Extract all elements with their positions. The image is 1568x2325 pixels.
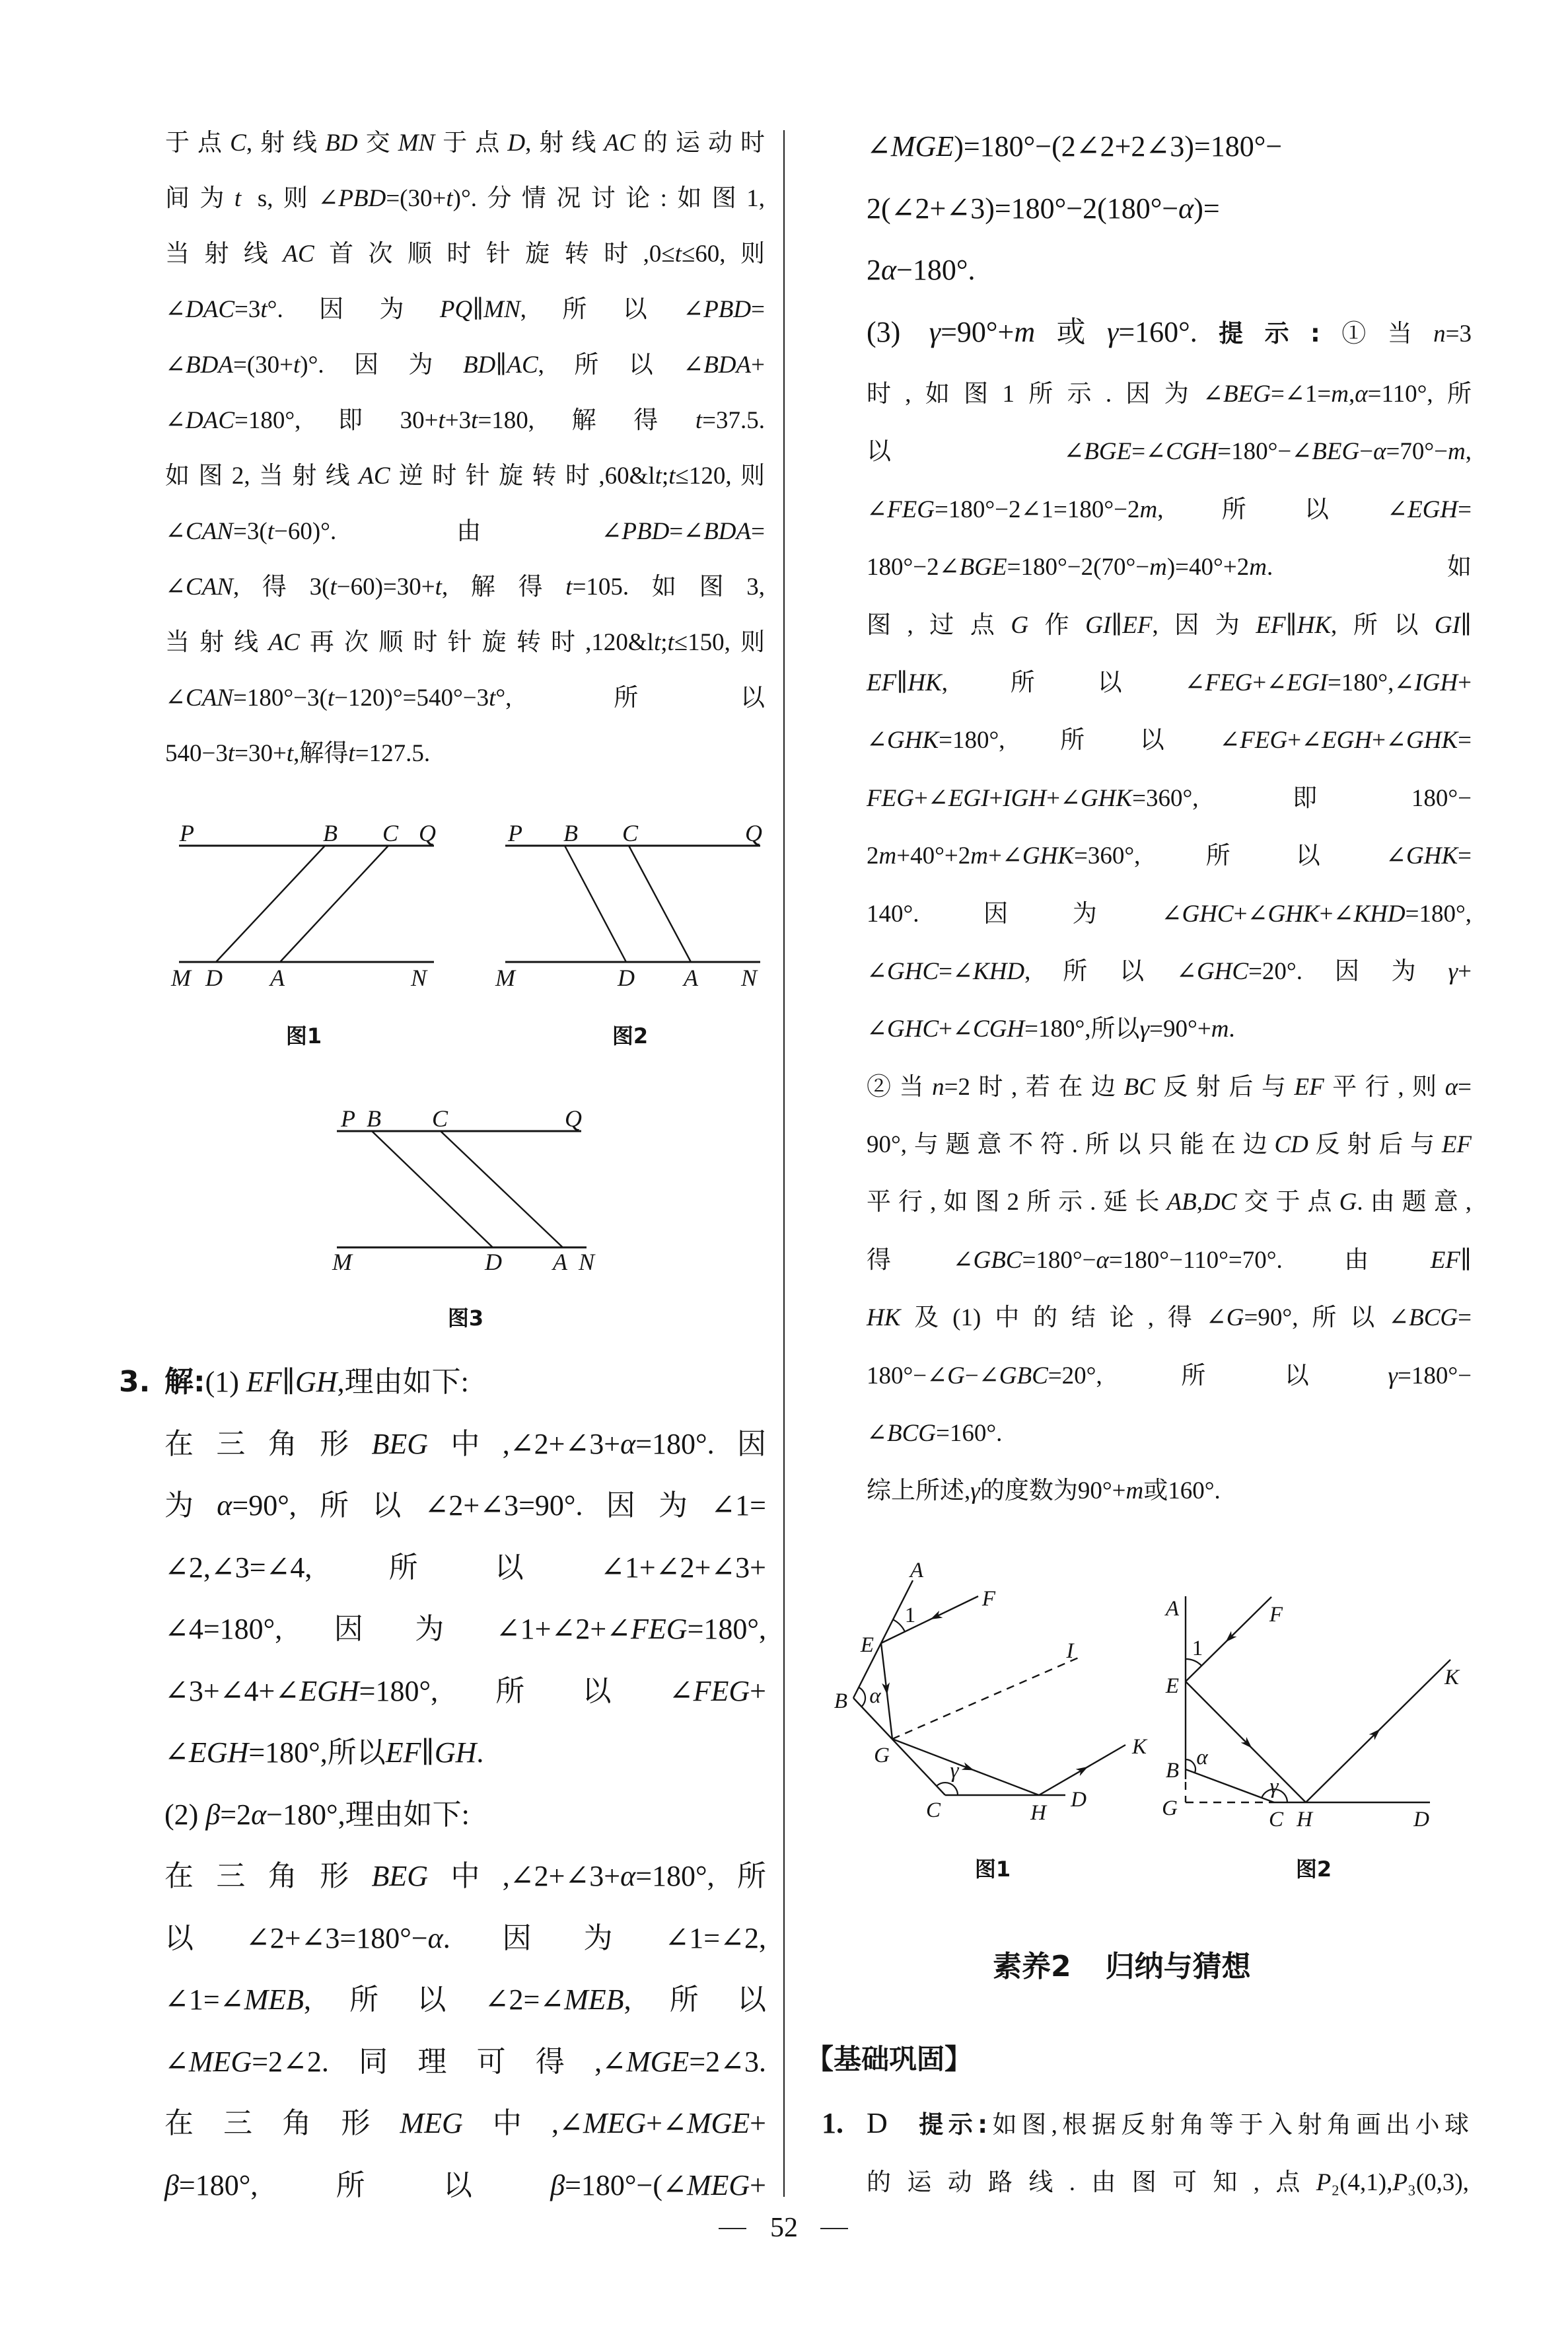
point-label: H bbox=[1297, 1808, 1312, 1831]
ray-hk-end bbox=[1085, 1745, 1125, 1768]
hint-line: ∠DAC=180°,即30+t+3t=180,解得t=37.5. bbox=[165, 407, 766, 434]
point-label: M bbox=[171, 965, 191, 991]
question-1 bbox=[822, 2094, 1470, 2213]
ray-hk bbox=[1306, 1731, 1378, 1802]
hint-line: ∠GHC=∠KHD,所以∠GHC=20°.因为γ+ bbox=[867, 957, 1472, 985]
point-label: B bbox=[834, 1689, 848, 1713]
point-label: P bbox=[341, 1105, 355, 1132]
point-label: N bbox=[578, 1249, 595, 1275]
point-label: Q bbox=[419, 820, 436, 846]
point-label: A bbox=[684, 965, 698, 991]
hint-line: 于点C,射线BD交MN于点D,射线AC的运动时 bbox=[165, 129, 766, 157]
ray-hk bbox=[1039, 1768, 1085, 1795]
subsection-heading: 【基础巩固】 bbox=[806, 2043, 973, 2075]
hint-line: 140°.因为∠GHC+∠GHK+∠KHD=180°, bbox=[867, 900, 1472, 928]
hint-line: ∠DAC=3t°.因为PQ∥MN,所以∠PBD= bbox=[165, 296, 765, 323]
hint-line: ∠BDA=(30+t)°.因为BD∥AC,所以∠BDA+ bbox=[165, 351, 765, 379]
solution-line: (2) β=2α−180°,理由如下: bbox=[164, 1798, 470, 1831]
hint-start: ①当n=3 bbox=[1320, 320, 1472, 348]
column-divider bbox=[783, 130, 785, 2197]
point-label: B bbox=[1165, 1759, 1180, 1783]
page-number-dash-right bbox=[820, 2228, 848, 2229]
left-figure-2 bbox=[495, 820, 762, 1049]
ray-fe bbox=[933, 1596, 978, 1618]
hint-line: 180°−∠G−∠GBC=20°,所以γ=180°− bbox=[867, 1362, 1472, 1389]
hint-label: 提示: bbox=[913, 2110, 988, 2139]
point-label: D bbox=[1413, 1808, 1429, 1831]
hint-line: 如图2,当射线AC逆时针旋转时,60&lt;t≤120,则 bbox=[165, 462, 765, 490]
angle-alpha-arc bbox=[859, 1687, 865, 1707]
point-label: A bbox=[553, 1249, 567, 1275]
mirror-bc bbox=[853, 1698, 945, 1795]
point-label: A bbox=[270, 965, 285, 991]
hint-line: EF∥HK,所以∠FEG+∠EGI=180°,∠IGH+ bbox=[867, 669, 1472, 696]
section-title-label: 素养2 bbox=[993, 1950, 1071, 1983]
point-label: H bbox=[1030, 1801, 1046, 1825]
hint-line: 540−3t=30+t,解得t=127.5. bbox=[165, 740, 431, 767]
ray-eg-end bbox=[887, 1691, 892, 1739]
point-label: E bbox=[860, 1633, 874, 1657]
ray-hk-end bbox=[1378, 1660, 1450, 1731]
figure-caption: 图2 bbox=[612, 1023, 649, 1049]
ray-bd bbox=[372, 1131, 493, 1247]
right-figure-1 bbox=[834, 1559, 1148, 1882]
solution-line: 在三角形BEG中,∠2+∠3+α=180°,所 bbox=[164, 1860, 766, 1892]
ray-eh bbox=[1186, 1681, 1250, 1746]
point-label: B bbox=[367, 1105, 381, 1132]
point-label: I bbox=[1066, 1639, 1074, 1663]
point-label: P bbox=[508, 820, 522, 846]
solution-line: ∠3+∠4+∠EGH=180°,所以∠FEG+ bbox=[164, 1674, 766, 1707]
right-figure-2 bbox=[1162, 1596, 1460, 1882]
point-label: E bbox=[1165, 1674, 1180, 1698]
point-label: M bbox=[332, 1249, 352, 1275]
hint-label: 提示: bbox=[1197, 318, 1320, 348]
mirror-ab bbox=[853, 1580, 913, 1698]
hint-line: ∠CAN=180°−3(t−120)°=540°−3t°,所以 bbox=[165, 684, 765, 712]
solution-line: 在三角形MEG中,∠MEG+∠MGE+ bbox=[164, 2107, 766, 2139]
hint-line: ②当n=2时,若在边BC反射后与EF平行,则α= bbox=[867, 1073, 1472, 1101]
hint-line: 当射线AC再次顺时针旋转时,120&lt;t≤150,则 bbox=[165, 629, 766, 656]
ray-fe-end bbox=[881, 1618, 933, 1643]
point-label: N bbox=[740, 965, 758, 991]
hint-line: 得∠GBC=180°−α=180°−110°=70°.由EF∥ bbox=[867, 1246, 1472, 1274]
point-label: A bbox=[1165, 1597, 1180, 1621]
part-3-hint-text bbox=[867, 365, 1472, 1520]
hint-line: 90°,与题意不符.所以只能在边CD反射后与EF bbox=[867, 1131, 1472, 1159]
question-1-first-line bbox=[822, 2094, 1470, 2153]
hint-line: 图,过点G作GI∥EF,因为EF∥HK,所以GI∥ bbox=[867, 611, 1472, 639]
solution-part-1-heading: (1) EF∥GH,理由如下: bbox=[205, 1366, 469, 1398]
hint-line: ∠FEG=180°−2∠1=180°−2m,所以∠EGH= bbox=[867, 496, 1472, 523]
point-label: D bbox=[485, 1249, 502, 1275]
point-label: C bbox=[431, 1105, 448, 1132]
angle-label: 1 bbox=[904, 1604, 916, 1627]
hint-line: ∠GHK=180°,所以∠FEG+∠EGH+∠GHK= bbox=[867, 727, 1472, 755]
angle-1-arc bbox=[1186, 1659, 1201, 1666]
hint-line: ∠CAN,得3(t−60)=30+t,解得t=105.如图3, bbox=[165, 573, 766, 601]
hint-line: FEG+∠EGI+IGH+∠GHK=360°,即180°− bbox=[867, 784, 1472, 812]
hint-line: 当射线AC首次顺时针旋转时,0≤t≤60,则 bbox=[165, 240, 766, 268]
ray-fe-end bbox=[1186, 1640, 1228, 1681]
solution-line: β=180°,所以β=180°−(∠MEG+ bbox=[164, 2168, 766, 2201]
solution-line: ∠1=∠MEB,所以∠2=∠MEB,所以 bbox=[164, 1983, 766, 2016]
angle-label: 1 bbox=[1192, 1637, 1203, 1660]
part-3-answer: (3) γ=90°+m或γ=160°. bbox=[867, 315, 1197, 348]
solution-line: 在三角形BEG中,∠2+∠3+α=180°.因 bbox=[164, 1427, 766, 1460]
hint-line: ∠CAN=3(t−60)°.由∠PBD=∠BDA= bbox=[165, 518, 765, 545]
mirror-bc bbox=[1186, 1769, 1274, 1802]
part-3-answer-line bbox=[867, 301, 1472, 363]
angle-gamma-arc bbox=[1262, 1789, 1287, 1802]
ray-ca bbox=[441, 1131, 563, 1247]
figure-caption: 图2 bbox=[1295, 1857, 1332, 1882]
point-label: K bbox=[1131, 1735, 1147, 1759]
left-figure-1 bbox=[170, 820, 436, 1049]
point-label: F bbox=[981, 1587, 996, 1611]
angle-gamma-arc bbox=[937, 1783, 958, 1795]
figure-caption: 图1 bbox=[974, 1857, 1011, 1882]
point-label: Q bbox=[745, 820, 762, 846]
hint-line: 时,如图1所示.因为∠BEG=∠1=m,α=110°,所 bbox=[867, 381, 1472, 408]
angle-label: α bbox=[869, 1684, 881, 1708]
point-label: B bbox=[563, 820, 578, 846]
solution-line: ∠MEG=2∠2.同理可得,∠MGE=2∠3. bbox=[164, 2045, 766, 2078]
hint-line: HK及(1)中的结论,得∠G=90°,所以∠BCG= bbox=[867, 1304, 1472, 1332]
question-number: 3. bbox=[119, 1365, 151, 1399]
point-label: A bbox=[909, 1559, 924, 1582]
point-label: P bbox=[180, 820, 194, 846]
solution-line: ∠MGE)=180°−(2∠2+2∠3)=180°− bbox=[867, 130, 1283, 163]
point-label: G bbox=[874, 1744, 890, 1767]
point-label: B bbox=[323, 820, 338, 846]
point-label: D bbox=[1071, 1788, 1087, 1812]
hint-line: 2m+40°+2m+∠GHK=360°,所以∠GHK= bbox=[867, 842, 1472, 870]
hint-line: ∠BCG=160°. bbox=[867, 1420, 1003, 1448]
angle-label: γ bbox=[1269, 1775, 1279, 1798]
solution-line: ∠2,∠3=∠4,所以∠1+∠2+∠3+ bbox=[164, 1551, 766, 1584]
point-label: C bbox=[382, 820, 399, 846]
right-continuation-text bbox=[867, 116, 1472, 363]
angle-label: γ bbox=[950, 1759, 959, 1783]
ray-fe bbox=[1228, 1597, 1271, 1640]
left-figure-3 bbox=[332, 1105, 596, 1331]
answer-choice: D bbox=[867, 2107, 888, 2139]
ray-gh bbox=[892, 1739, 971, 1769]
hint-line: 的运动路线.由图可知,点P₂(4,1),P₃(0,3), bbox=[867, 2169, 1469, 2196]
ray-eg bbox=[881, 1643, 887, 1691]
angle-label: α bbox=[1196, 1746, 1208, 1769]
question-3-first-line bbox=[119, 1351, 766, 1413]
ray-bd bbox=[216, 846, 325, 962]
ray-eh-end bbox=[1250, 1746, 1306, 1803]
angle-alpha-arc bbox=[1186, 1759, 1195, 1773]
point-label: C bbox=[925, 1798, 941, 1822]
hint-line: ∠GHC+∠CGH=180°,所以γ=90°+m. bbox=[867, 1015, 1235, 1043]
point-label: K bbox=[1444, 1666, 1460, 1689]
angle-1-arc bbox=[893, 1619, 905, 1631]
hint-line: 以∠BGE=∠CGH=180°−∠BEG−α=70°−m, bbox=[867, 438, 1472, 466]
section-title-name: 归纳与猜想 bbox=[1105, 1950, 1251, 1983]
solution-line: ∠4=180°,因为∠1+∠2+∠FEG=180°, bbox=[164, 1613, 766, 1645]
point-label: C bbox=[622, 820, 639, 846]
section-title bbox=[993, 1947, 1251, 1987]
hint-line: 180°−2∠BGE=180°−2(70°−m)=40°+2m.如 bbox=[867, 554, 1472, 581]
figure-caption: 图3 bbox=[447, 1306, 484, 1331]
page-number: 52 bbox=[770, 2213, 798, 2243]
hint-line: 综上所述,γ的度数为90°+m或160°. bbox=[867, 1477, 1221, 1505]
solution-line: 以∠2+∠3=180°−α.因为∠1=∠2, bbox=[164, 1921, 766, 1954]
ray-gh-end bbox=[971, 1769, 1039, 1795]
question-3-solution bbox=[119, 1351, 766, 2216]
hint-text: 如图,根据反射角等于入射角画出小球 bbox=[987, 2112, 1470, 2139]
solution-line: 为α=90°,所以∠2+∠3=90°.因为∠1= bbox=[164, 1489, 766, 1522]
solution-line: 2α−180°. bbox=[867, 254, 976, 286]
point-label: F bbox=[1269, 1603, 1283, 1627]
hint-line: 间为t s,则∠PBD=(30+t)°.分情况讨论:如图1, bbox=[165, 185, 765, 212]
point-label: D bbox=[205, 965, 223, 991]
solution-line: 2(∠2+∠3)=180°−2(180°−α)= bbox=[867, 192, 1220, 225]
solution-line: ∠EGH=180°,所以EF∥GH. bbox=[164, 1736, 484, 1769]
auxiliary-line-gi bbox=[892, 1657, 1080, 1739]
hint-line: 平行,如图2所示.延长AB,DC交于点G.由题意, bbox=[867, 1189, 1472, 1216]
solution-lead: 解: bbox=[164, 1365, 205, 1399]
figure-caption: 图1 bbox=[285, 1023, 322, 1049]
left-hint-text bbox=[165, 116, 765, 782]
ray-ca bbox=[280, 846, 388, 962]
point-label: N bbox=[410, 965, 427, 991]
point-label: C bbox=[1268, 1808, 1284, 1831]
point-label: Q bbox=[565, 1105, 582, 1132]
ray-bd bbox=[565, 846, 626, 962]
point-label: D bbox=[618, 965, 635, 991]
ray-ca bbox=[629, 846, 691, 962]
point-label: G bbox=[1162, 1796, 1178, 1820]
question-number: 1. bbox=[822, 2107, 843, 2139]
point-label: M bbox=[495, 965, 515, 991]
